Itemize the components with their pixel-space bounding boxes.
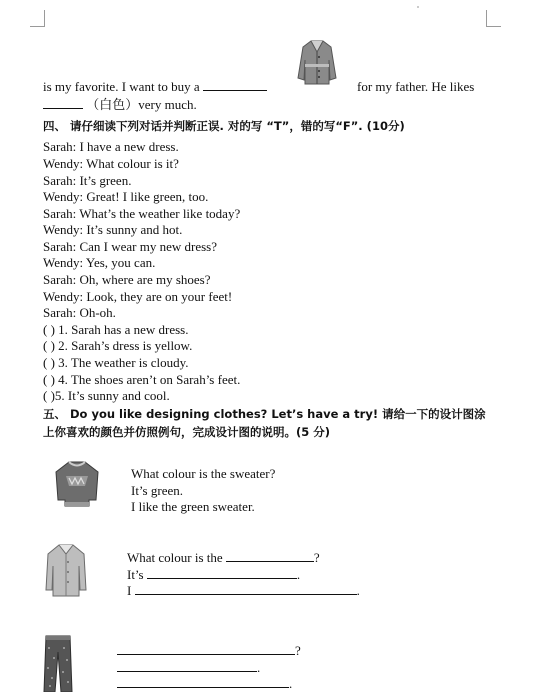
shirt-picture (42, 542, 90, 598)
dialogue-line: Wendy: Great! I like green, too. (43, 189, 209, 204)
judgement-question[interactable]: ( ) 3. The weather is cloudy. (43, 355, 189, 370)
item2-question-end: ? (313, 550, 320, 565)
dialogue-line: Sarah: What’s the weather like today? (43, 206, 241, 221)
section5-heading-line2: 上你喜欢的颜色并仿照例句，完成设计图的说明。(5 分) (43, 425, 331, 439)
dialogue-line: Sarah: Oh, where are my shoes? (43, 272, 211, 287)
judgement-question[interactable]: ( ) 4. The shoes aren’t on Sarah’s feet. (43, 372, 241, 387)
text-line1-start: is my favorite. I want to buy a (43, 79, 200, 94)
item3-answer (117, 660, 260, 676)
item2-question-start: What colour is the (127, 550, 223, 565)
item2-sentence-end: . (356, 583, 360, 598)
answer-blank[interactable] (117, 643, 295, 655)
answer-blank[interactable] (226, 550, 314, 562)
item2-question (127, 550, 320, 566)
example-sentence: I like the green sweater. (131, 499, 255, 514)
trousers-picture (42, 634, 74, 692)
dialogue-line: Sarah: Oh-oh. (43, 305, 116, 320)
paragraph-line-2 (43, 97, 197, 113)
item3-sentence (117, 676, 292, 692)
answer-blank[interactable] (147, 567, 297, 579)
dialogue-line: Sarah: I have a new dress. (43, 139, 179, 154)
page-dot-mark (417, 6, 419, 8)
item3-question (117, 643, 301, 659)
answer-blank[interactable] (203, 79, 267, 91)
item2-answer (127, 567, 300, 583)
section4-heading: 四、 请仔细读下列对话并判断正误. 对的写 “T”，错的写“F”. (10分) (43, 119, 405, 133)
dialogue-line: Sarah: It’s green. (43, 173, 132, 188)
example-answer: It’s green. (131, 483, 183, 498)
judgement-question[interactable]: ( ) 1. Sarah has a new dress. (43, 322, 189, 337)
item2-sentence-start: I (127, 583, 132, 598)
dialogue-line: Wendy: Look, they are on your feet! (43, 289, 233, 304)
dialogue-line: Sarah: Can I wear my new dress? (43, 239, 217, 254)
sweater-picture (52, 458, 102, 510)
text-line1-end: for my father. He likes (357, 79, 475, 94)
answer-blank[interactable] (135, 583, 357, 595)
page-corner-mark (486, 10, 501, 27)
answer-blank[interactable] (43, 97, 83, 109)
item3-question-end: ? (295, 643, 301, 658)
answer-blank[interactable] (117, 660, 257, 672)
dialogue-line: Wendy: Yes, you can. (43, 255, 156, 270)
judgement-question[interactable]: ( )5. It’s sunny and cool. (43, 388, 170, 403)
dialogue-line: Wendy: It’s sunny and hot. (43, 222, 183, 237)
item2-answer-start: It’s (127, 567, 144, 582)
answer-blank[interactable] (117, 676, 289, 688)
text-line2-hint: （白色）very much. (86, 97, 197, 112)
page-corner-mark (30, 10, 45, 27)
example-question: What colour is the sweater? (131, 466, 276, 481)
item3-answer-end: . (257, 660, 261, 675)
item2-sentence (127, 583, 360, 599)
dialogue-line: Wendy: What colour is it? (43, 156, 179, 171)
item3-sentence-end: . (289, 676, 293, 691)
paragraph-line-1 (43, 79, 267, 95)
item2-answer-end: . (296, 567, 301, 582)
section5-heading-line1: 五、 Do you like designing clothes? Let’s have a try! 请给一下的设计图涂 (43, 407, 486, 421)
coat-picture (296, 38, 338, 86)
judgement-question[interactable]: ( ) 2. Sarah’s dress is yellow. (43, 338, 193, 353)
